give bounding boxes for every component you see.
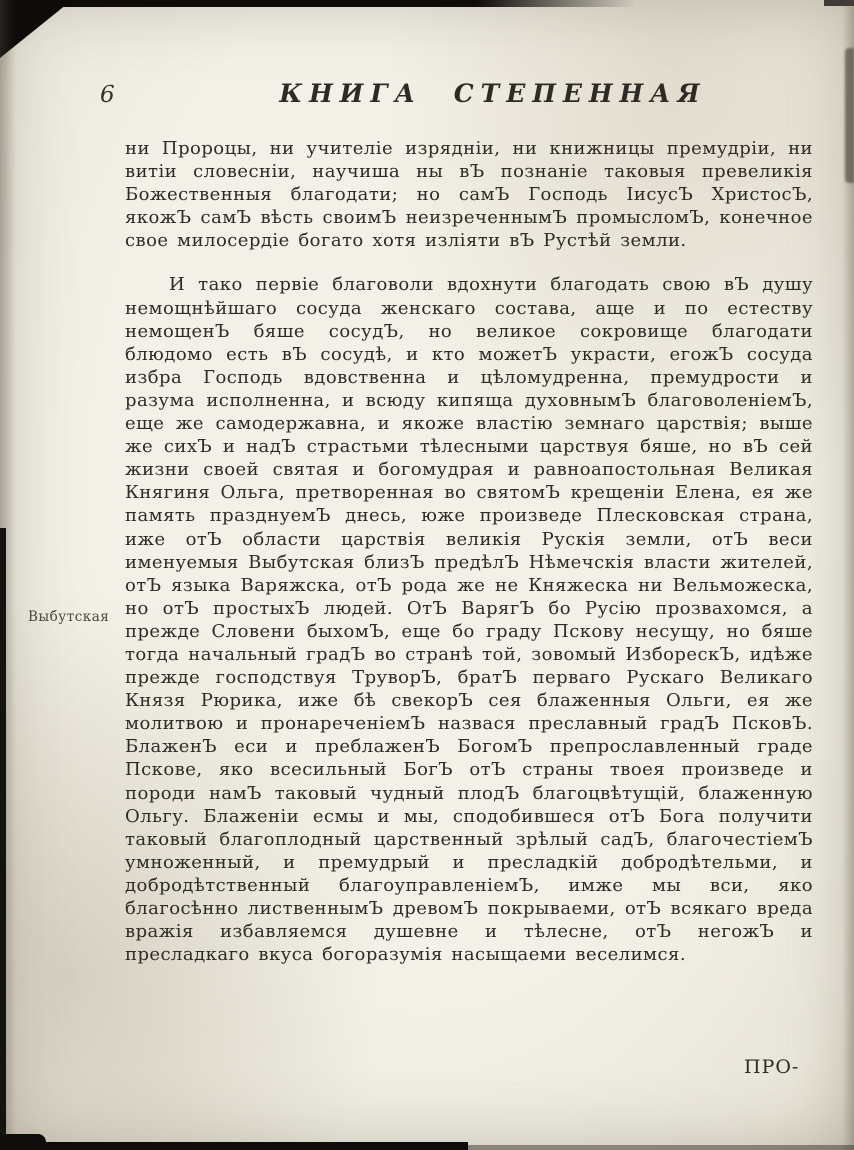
scan-artifact-left-edge [0, 528, 6, 1150]
catchword: ПРО- [744, 1056, 800, 1078]
paragraph-2: И тако первіе благоволи вдохнути благодать свою вЪ душу немощнѣйшаго сосуда женскаго состава, аще и по естеству немощенЪ бяше сосудЪ, но великое сокровище благодати блюдомо есть вЪ сосудѣ, и кто можетЪ украсти, егожЪ сосуда избра Господь вдовственна и цѣломудренна, премудрости и разума исполненна, и всюду кипяща духовнымЪ благоволеніемЪ, еще же самодержавна, и якоже властію земнаго царствія; выше же сихЪ и надЪ страстьми тѣлесными царствуя бяше, но вЪ сей жизни своей святая и богомудрая и равноапостольная Великая Княгиня Ольга, претворенная во святомЪ крещеніи Елена, ея же память празднуемЪ днесь, юже произведе Плесковская страна, иже отЪ области царствія великія Рускія земли, отЪ веси именуемыя Выбутская близЪ предѣлЪ Нѣмечскія власти жителей, отЪ языка Варяжска, отЪ рода же не Княжеска ни Вельможеска, но отЪ простыхЪ людей. ОтЪ ВарягЪ бо Русію прозвахомся, а прежде Словени быхомЪ, еще бо граду Пскову несущу, но бяше тогда начальный градЪ во странѣ той, зовомый ИзборескЪ, идѣже прежде господствуя ТруворЪ, братЪ перваго Рускаго Великаго Князя Рюрика, иже бѣ свекорЪ сея блаженныя Ольги, ея же молитвою и пронареченіемЪ назвася преславный градЪ ПсковЪ. БлаженЪ еси и преблаженЪ БогомЪ препрославленный граде Пскове, яко всесильный БогЪ отЪ страны твоея произведе и породи намЪ таковый чудный плодЪ благоцвѣтущій, блаженную Ольгу. Блаженіи есмы и мы, сподобившеся отЪ Бога получити таковый благоплодный царственный зрѣлый садЪ, благочестіемЪ умноженный, и премудрый и пресладкій добродѣтельми, и добродѣтственный благоуправленіемЪ, имже мы вси, яко благосѣнно лиственнымЪ древомЪ покрываеми, отЪ всякаго вреда вражія избавляемся душевне и тѣлесне, отЪ негожЪ и пресладкаго вкуса богоразумія насыщаеми веселимся. [125, 274, 813, 966]
scan-artifact-bottom-edge [0, 1142, 468, 1150]
page-number: 6 [100, 82, 115, 108]
margin-note: Выбутская [28, 609, 110, 625]
scan-artifact-corner-bottom-left [0, 1134, 46, 1150]
scan-artifact-top-edge [0, 0, 636, 7]
running-title: КНИГА СТЕПЕННАЯ [279, 79, 707, 108]
scan-artifact-right-smudge [845, 48, 854, 183]
body-text [125, 137, 813, 966]
paragraph-1: ни Пророцы, ни учителіе изрядніи, ни книжницы премудріи, ни витіи словесніи, научиша ны вЪ познаніе таковыя превеликія Божественныя благодати; но самЪ Господь ІисусЪ ХристосЪ, якожЪ самЪ вѣсть своимЪ неизреченнымЪ промысломЪ, конечное свое милосердіе богато хотя изліяти вЪ Рустѣй земли. [125, 138, 813, 252]
